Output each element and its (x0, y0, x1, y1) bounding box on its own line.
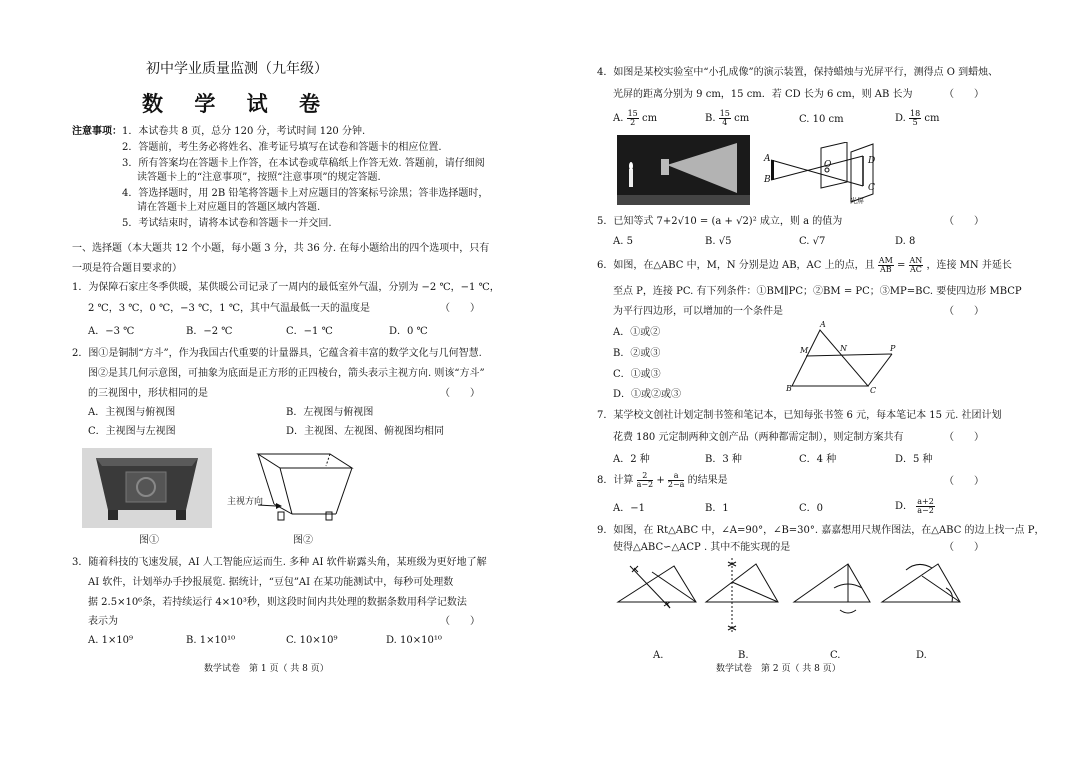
construction-diagram-a (612, 558, 704, 634)
q9-text: 9．如图，在 Rt△ABC 中，∠A=90°，∠B=30°. 嘉嘉想用尺规作图法，在△ABC 的边上找一点 P， (597, 525, 1045, 536)
q2-option-b[interactable]: B．左视图与俯视图 (286, 407, 374, 418)
point-b-label: B (786, 384, 792, 393)
point-a-label: A (820, 320, 826, 329)
construction-diagram-b (700, 558, 792, 634)
pinhole-diagram (763, 142, 888, 208)
point-n-label: N (840, 344, 847, 353)
q7-text: 花费 180 元定制两种文创产品（两种都需定制），则定制方案共有 (613, 432, 904, 443)
q6-paren: （ ） (944, 306, 984, 317)
notice-item: 5．考试结束时，请将本试卷和答题卡一并交回. (122, 218, 332, 229)
q1-text: 1．为保障石家庄冬季供暖，某供暖公司记录了一周内的最低室外气温，分别为 −2 ℃，−1 ℃， (72, 282, 500, 293)
q9-option-a[interactable]: A. (653, 650, 664, 661)
page-footer: 数学试卷 第 2 页（ 共 8 页） (716, 664, 841, 674)
q5-text: 5．已知等式 7+2√10 = (a + √2)² 成立，则 a 的值为 (597, 216, 843, 227)
notice-label: 注意事项： (72, 126, 122, 137)
notice-item: 1．本试卷共 8 页，总分 120 分，考试时间 120 分钟. (122, 126, 366, 137)
figure-1-caption: 图① (139, 535, 159, 546)
q5-option-a[interactable]: A. 5 (613, 236, 633, 247)
q6-option-d[interactable]: D．①或②或③ (613, 389, 682, 400)
point-c-label: C (868, 183, 875, 193)
construction-diagram-d (876, 558, 968, 634)
exam-title: 数 学 试 卷 (142, 91, 332, 116)
q1-option-d[interactable]: D．0 ℃ (389, 326, 428, 337)
construction-diagram-c (790, 558, 880, 634)
q2-option-d[interactable]: D．主视图、左视图、俯视图均相同 (286, 426, 445, 437)
triangle-mn-diagram (788, 322, 900, 394)
q3-text: 表示为 (88, 616, 118, 627)
q3-paren: （ ） (440, 616, 480, 627)
fraction: $\frac{15}{4}$ (719, 109, 730, 127)
q9-option-b[interactable]: B. (738, 650, 749, 661)
notice-item: 读答题卡上的“注意事项”，按照“注意事项”的规定答题. (137, 172, 381, 183)
q5-option-d[interactable]: D. 8 (895, 236, 916, 247)
notice-item: 2．答题前，考生务必将姓名、准考证号填写在试卷和答题卡的相应位置. (122, 142, 442, 153)
exam-subtitle: 初中学业质量监测（九年级） (146, 61, 328, 77)
q3-option-a[interactable]: A. 1×10⁹ (88, 635, 134, 646)
q1-paren: （ ） (440, 303, 480, 314)
page-footer: 数学试卷 第 1 页（ 共 8 页） (204, 664, 329, 674)
q7-option-a[interactable]: A．2 种 (613, 454, 650, 465)
q9-text: 使得△ABC∽△ACP . 其中不能实现的是 (613, 542, 791, 553)
q6-option-b[interactable]: B．②或③ (613, 348, 661, 359)
point-b-label: B (764, 175, 771, 185)
q1-option-a[interactable]: A．−3 ℃ (88, 326, 135, 337)
q9-paren: （ ） (944, 542, 984, 553)
point-d-label: D (868, 156, 876, 166)
q7-paren: （ ） (944, 432, 984, 443)
q2-text: 图②是其几何示意图，可抽象为底面是正方形的正四棱台，箭头表示主视方向. 则该“方斗” (88, 368, 485, 379)
q6-text: 6．如图，在△ABC 中，M，N 分别是边 AB，AC 上的点，且 $\frac{AM}{AB}$ = $\frac{AN}{AC}$ ，连接 MN 并延长 (597, 256, 1012, 274)
page-right (540, 0, 1080, 765)
q8-paren: （ ） (944, 476, 984, 487)
q8-option-c[interactable]: C．0 (799, 503, 824, 514)
q8-option-d[interactable]: D． $\frac{a+2}{a-2}$ (895, 497, 934, 515)
q3-option-b[interactable]: B. 1×10¹⁰ (186, 635, 236, 646)
q3-option-c[interactable]: C. 10×10⁹ (286, 635, 338, 646)
q4-paren: （ ） (944, 89, 984, 100)
screen-label: 光屏 (850, 197, 864, 205)
q6-text: 至点 P，连接 PC. 有下列条件：①BM∥PC；②BM = PC；③MP=BC. 要使四边形 MBCP (613, 286, 1022, 297)
q8-option-b[interactable]: B．1 (705, 503, 729, 514)
q3-option-d[interactable]: D. 10×10¹⁰ (386, 635, 442, 646)
q4-text: 4．如图是某校实验室中“小孔成像”的演示装置，保持蜡烛与光屏平行，测得点 O 到蜡烛、 (597, 67, 999, 78)
q1-text: 2 ℃，3 ℃，0 ℃，−3 ℃，1 ℃，其中气温最低一天的温度是 (88, 303, 371, 314)
q8-text: 8．计算 $\frac{2}{a-2}$ + $\frac{a}{2-a}$ 的结果是 (597, 471, 728, 489)
q4-option-a[interactable]: A. $\frac{15}{2}$ cm (613, 109, 658, 127)
q4-option-d[interactable]: D. $\frac{18}{5}$ cm (895, 109, 940, 127)
q9-option-c[interactable]: C. (830, 650, 841, 661)
point-o-label: O (824, 160, 832, 170)
q7-option-c[interactable]: C．4 种 (799, 454, 837, 465)
q5-paren: （ ） (944, 216, 984, 227)
q3-text: 据 2.5×10⁶条，若持续运行 4×10³秒，则这段时间内共处理的数据条数用科学记数法 (88, 597, 467, 608)
q4-text: 光屏的距离分别为 9 cm，15 cm．若 CD 长为 6 cm，则 AB 长为 (613, 89, 913, 100)
q1-option-c[interactable]: C．−1 ℃ (286, 326, 333, 337)
notice-item: 3．所有答案均在答题卡上作答，在本试卷或草稿纸上作答无效. 答题前，请仔细阅 (122, 158, 485, 169)
q3-text: AI 软件，计划举办手抄报展览. 据统计，“豆包”AI 在某功能测试中，每秒可处理数 (88, 577, 454, 588)
q2-text: 2．图①是铜制“方斗”，作为我国古代重要的计量器具，它蕴含着丰富的数学文化与几何智慧. (72, 348, 482, 359)
q5-option-c[interactable]: C. √7 (799, 236, 826, 247)
q2-text: 的三视图中，形状相同的是 (88, 388, 208, 399)
q2-option-c[interactable]: C．主视图与左视图 (88, 426, 176, 437)
q4-option-b[interactable]: B. $\frac{15}{4}$ cm (705, 109, 750, 127)
fraction: $\frac{18}{5}$ (910, 109, 921, 127)
q7-option-b[interactable]: B．3 种 (705, 454, 742, 465)
point-p-label: P (890, 344, 896, 353)
q7-option-d[interactable]: D．5 种 (895, 454, 933, 465)
q2-option-a[interactable]: A．主视图与俯视图 (88, 407, 176, 418)
q9-option-d[interactable]: D. (916, 650, 927, 661)
notice-item: 4．答选择题时，用 2B 铅笔将答题卡上对应题目的答案标号涂黑；答非选择题时， (122, 188, 489, 199)
point-a-label: A (764, 154, 771, 164)
point-c-label: C (870, 386, 877, 395)
q8-option-a[interactable]: A．−1 (613, 503, 645, 514)
q4-option-c[interactable]: C. 10 cm (799, 114, 844, 125)
view-direction-label: 主视方向 (227, 497, 264, 507)
q6-option-a[interactable]: A．①或② (613, 327, 661, 338)
pinhole-experiment-photo (617, 135, 750, 205)
q3-text: 3．随着科技的飞速发展，AI 人工智能应运而生. 多种 AI 软件崭露头角，某班级为更好地了解 (72, 557, 487, 568)
fraction: $\frac{15}{2}$ (627, 109, 638, 127)
section-heading-cont: 一项是符合题目要求的） (72, 263, 182, 274)
q7-text: 7．某学校文创社计划定制书签和笔记本，已知每张书签 6 元，每本笔记本 15 元. 社团计划 (597, 410, 1002, 421)
q5-option-b[interactable]: B. √5 (705, 236, 732, 247)
figure-2-caption: 图② (293, 535, 313, 546)
point-m-label: M (800, 346, 809, 355)
q6-option-c[interactable]: C．①或③ (613, 369, 661, 380)
q6-text: 为平行四边形，可以增加的一个条件是 (613, 306, 783, 317)
frustum-diagram (222, 448, 362, 528)
q1-option-b[interactable]: B．−2 ℃ (186, 326, 233, 337)
q2-paren: （ ） (440, 388, 480, 399)
notice-item: 请在答题卡上对应题目的答题区域内答题. (137, 202, 321, 213)
section-heading: 一、选择题（本大题共 12 个小题，每小题 3 分，共 36 分. 在每小题给出的四个选项中，只有 (72, 243, 490, 254)
bronze-dou-photo (82, 448, 212, 528)
